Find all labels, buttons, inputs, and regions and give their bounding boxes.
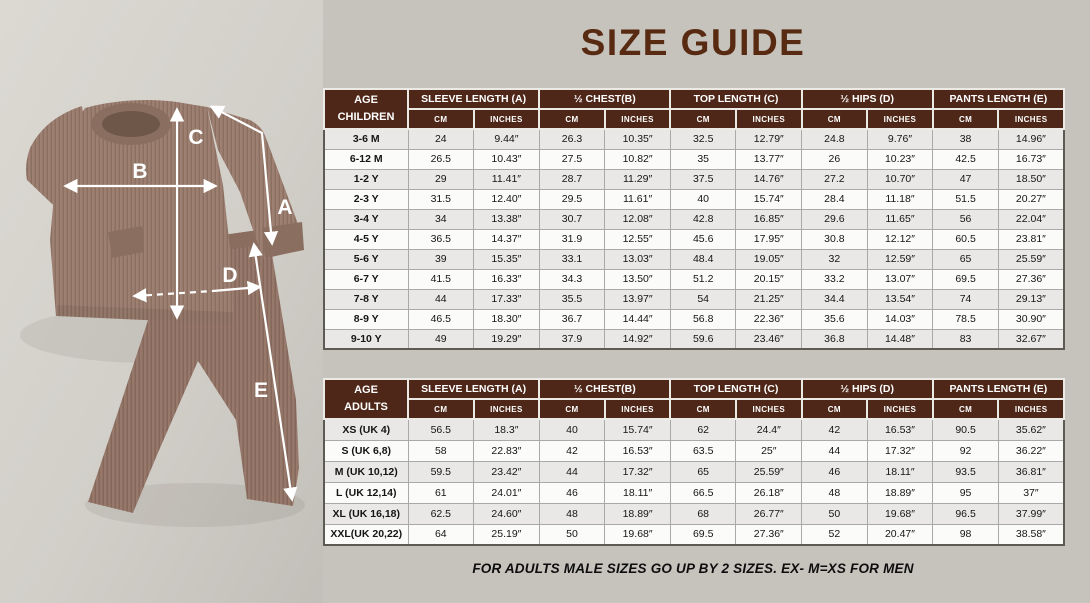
value-cell: 12.59″ [867,249,933,269]
unit-header: INCHES [605,399,671,419]
age-cell: XL (UK 16,18) [324,503,408,524]
size-row [324,149,1064,169]
measure-label-a: A [277,196,293,219]
value-cell: 37″ [998,482,1064,503]
size-row [324,309,1064,329]
value-cell: 22.04″ [998,209,1064,229]
value-cell: 26.3 [539,129,605,149]
value-cell: 10.23″ [867,149,933,169]
value-cell: 63.5 [670,440,736,461]
unit-header: CM [933,399,999,419]
value-cell: 27.36″ [736,524,802,545]
value-cell: 35 [670,149,736,169]
value-cell: 15.74″ [605,419,671,440]
value-cell: 28.7 [539,169,605,189]
value-cell: 41.5 [408,269,474,289]
value-cell: 36.7 [539,309,605,329]
value-cell: 30.7 [539,209,605,229]
value-cell: 11.29″ [605,169,671,189]
neck-opening [102,111,160,137]
unit-header: INCHES [474,399,540,419]
age-cell: XXL(UK 20,22) [324,524,408,545]
value-cell: 17.32″ [605,461,671,482]
value-cell: 37.99″ [998,503,1064,524]
value-cell: 16.53″ [605,440,671,461]
measure-group-header: PANTS LENGTH (E) [933,89,1064,109]
age-cell: 9-10 Y [324,329,408,349]
value-cell: 18.3″ [474,419,540,440]
value-cell: 35.6 [802,309,868,329]
measure-group-header: ½ HIPS (D) [802,89,933,109]
value-cell: 23.46″ [736,329,802,349]
value-cell: 58 [408,440,474,461]
value-cell: 25″ [736,440,802,461]
value-cell: 17.32″ [867,440,933,461]
value-cell: 20.15″ [736,269,802,289]
value-cell: 12.40″ [474,189,540,209]
value-cell: 44 [802,440,868,461]
value-cell: 10.35″ [605,129,671,149]
unit-header: INCHES [867,399,933,419]
value-cell: 54 [670,289,736,309]
value-cell: 42 [802,419,868,440]
value-cell: 14.44″ [605,309,671,329]
value-cell: 13.07″ [867,269,933,289]
value-cell: 28.4 [802,189,868,209]
value-cell: 31.5 [408,189,474,209]
unit-header: CM [933,109,999,129]
value-cell: 26 [802,149,868,169]
age-cell: 1-2 Y [324,169,408,189]
value-cell: 50 [539,524,605,545]
value-cell: 24.8 [802,129,868,149]
value-cell: 59.6 [670,329,736,349]
unit-header: CM [408,399,474,419]
value-cell: 46 [539,482,605,503]
value-cell: 11.65″ [867,209,933,229]
value-cell: 17.95″ [736,229,802,249]
value-cell: 18.50″ [998,169,1064,189]
size-row [324,169,1064,189]
value-cell: 9.76″ [867,129,933,149]
value-cell: 26.5 [408,149,474,169]
unit-header: CM [802,399,868,419]
size-row [324,209,1064,229]
size-row [324,129,1064,149]
size-row [324,461,1064,482]
value-cell: 34.3 [539,269,605,289]
value-cell: 25.19″ [474,524,540,545]
value-cell: 13.77″ [736,149,802,169]
value-cell: 48.4 [670,249,736,269]
unit-header: CM [408,109,474,129]
value-cell: 35.5 [539,289,605,309]
value-cell: 19.05″ [736,249,802,269]
value-cell: 11.18″ [867,189,933,209]
size-row [324,524,1064,545]
value-cell: 21.25″ [736,289,802,309]
value-cell: 36.8 [802,329,868,349]
value-cell: 22.83″ [474,440,540,461]
value-cell: 17.33″ [474,289,540,309]
value-cell: 25.59″ [998,249,1064,269]
value-cell: 52 [802,524,868,545]
footnote: FOR ADULTS MALE SIZES GO UP BY 2 SIZES. EX- M=XS FOR MEN [472,561,914,576]
size-row [324,482,1064,503]
value-cell: 16.33″ [474,269,540,289]
value-cell: 48 [802,482,868,503]
value-cell: 38.58″ [998,524,1064,545]
size-row [324,289,1064,309]
value-cell: 14.03″ [867,309,933,329]
size-row [324,503,1064,524]
measure-group-header: PANTS LENGTH (E) [933,379,1064,399]
value-cell: 90.5 [933,419,999,440]
product-photo [0,0,323,603]
value-cell: 42 [539,440,605,461]
age-cell: 3-4 Y [324,209,408,229]
value-cell: 36.81″ [998,461,1064,482]
value-cell: 38 [933,129,999,149]
value-cell: 45.6 [670,229,736,249]
value-cell: 10.82″ [605,149,671,169]
value-cell: 44 [539,461,605,482]
value-cell: 13.03″ [605,249,671,269]
unit-header: INCHES [605,109,671,129]
children-size-table [323,88,1065,350]
value-cell: 16.85″ [736,209,802,229]
value-cell: 12.79″ [736,129,802,149]
value-cell: 47 [933,169,999,189]
value-cell: 14.92″ [605,329,671,349]
value-cell: 12.08″ [605,209,671,229]
value-cell: 24 [408,129,474,149]
value-cell: 37.5 [670,169,736,189]
value-cell: 19.68″ [605,524,671,545]
value-cell: 83 [933,329,999,349]
value-cell: 39 [408,249,474,269]
age-cell: M (UK 10,12) [324,461,408,482]
value-cell: 33.2 [802,269,868,289]
value-cell: 60.5 [933,229,999,249]
age-header-line: ADULTS [344,401,388,413]
page-title: SIZE GUIDE [580,22,806,63]
value-cell: 12.55″ [605,229,671,249]
value-cell: 66.5 [670,482,736,503]
value-cell: 65 [933,249,999,269]
value-cell: 23.81″ [998,229,1064,249]
age-cell: 2-3 Y [324,189,408,209]
measure-group-header: TOP LENGTH (C) [670,379,801,399]
unit-header: CM [670,109,736,129]
value-cell: 26.77″ [736,503,802,524]
value-cell: 24.4″ [736,419,802,440]
value-cell: 34 [408,209,474,229]
value-cell: 68 [670,503,736,524]
value-cell: 56.8 [670,309,736,329]
value-cell: 98 [933,524,999,545]
value-cell: 74 [933,289,999,309]
value-cell: 13.97″ [605,289,671,309]
value-cell: 27.2 [802,169,868,189]
value-cell: 46 [802,461,868,482]
value-cell: 96.5 [933,503,999,524]
age-cell: S (UK 6,8) [324,440,408,461]
value-cell: 48 [539,503,605,524]
value-cell: 34.4 [802,289,868,309]
size-row [324,440,1064,461]
value-cell: 20.27″ [998,189,1064,209]
value-cell: 64 [408,524,474,545]
value-cell: 69.5 [670,524,736,545]
value-cell: 14.76″ [736,169,802,189]
value-cell: 10.43″ [474,149,540,169]
unit-header: CM [539,109,605,129]
value-cell: 13.50″ [605,269,671,289]
value-cell: 22.36″ [736,309,802,329]
age-column-header [324,379,408,419]
value-cell: 32.5 [670,129,736,149]
unit-header: CM [670,399,736,419]
measure-group-header: ½ HIPS (D) [802,379,933,399]
unit-header: INCHES [867,109,933,129]
size-row [324,329,1064,349]
size-row [324,269,1064,289]
value-cell: 30.90″ [998,309,1064,329]
value-cell: 14.48″ [867,329,933,349]
value-cell: 11.41″ [474,169,540,189]
value-cell: 15.35″ [474,249,540,269]
value-cell: 18.89″ [605,503,671,524]
measure-label-b: B [132,160,148,183]
age-cell: XS (UK 4) [324,419,408,440]
value-cell: 62 [670,419,736,440]
value-cell: 27.5 [539,149,605,169]
age-cell: 4-5 Y [324,229,408,249]
value-cell: 56 [933,209,999,229]
value-cell: 92 [933,440,999,461]
value-cell: 29.13″ [998,289,1064,309]
value-cell: 20.47″ [867,524,933,545]
age-cell: 3-6 M [324,129,408,149]
value-cell: 35.62″ [998,419,1064,440]
value-cell: 40 [670,189,736,209]
measure-group-header: ½ CHEST(B) [539,89,670,109]
value-cell: 46.5 [408,309,474,329]
value-cell: 93.5 [933,461,999,482]
value-cell: 9.44″ [474,129,540,149]
value-cell: 69.5 [933,269,999,289]
value-cell: 26.18″ [736,482,802,503]
age-cell: 7-8 Y [324,289,408,309]
adults-size-table [323,378,1065,546]
unit-header: INCHES [736,399,802,419]
measure-label-d: D [222,264,238,287]
value-cell: 62.5 [408,503,474,524]
unit-header: CM [539,399,605,419]
value-cell: 19.29″ [474,329,540,349]
value-cell: 18.89″ [867,482,933,503]
size-row [324,419,1064,440]
value-cell: 13.38″ [474,209,540,229]
value-cell: 12.12″ [867,229,933,249]
measure-group-header: SLEEVE LENGTH (A) [408,379,539,399]
value-cell: 56.5 [408,419,474,440]
value-cell: 23.42″ [474,461,540,482]
value-cell: 27.36″ [998,269,1064,289]
value-cell: 37.9 [539,329,605,349]
age-cell: 5-6 Y [324,249,408,269]
value-cell: 32.67″ [998,329,1064,349]
size-row [324,249,1064,269]
value-cell: 18.30″ [474,309,540,329]
measure-group-header: TOP LENGTH (C) [670,89,801,109]
age-cell: L (UK 12,14) [324,482,408,503]
value-cell: 50 [802,503,868,524]
value-cell: 18.11″ [867,461,933,482]
unit-header: INCHES [998,109,1064,129]
age-cell: 6-12 M [324,149,408,169]
value-cell: 13.54″ [867,289,933,309]
unit-header: INCHES [736,109,802,129]
value-cell: 65 [670,461,736,482]
age-header-line: AGE [354,383,378,396]
value-cell: 16.53″ [867,419,933,440]
value-cell: 42.8 [670,209,736,229]
value-cell: 51.2 [670,269,736,289]
value-cell: 44 [408,289,474,309]
value-cell: 31.9 [539,229,605,249]
value-cell: 61 [408,482,474,503]
value-cell: 51.5 [933,189,999,209]
value-cell: 14.37″ [474,229,540,249]
value-cell: 78.5 [933,309,999,329]
value-cell: 24.01″ [474,482,540,503]
unit-header: CM [802,109,868,129]
value-cell: 49 [408,329,474,349]
value-cell: 14.96″ [998,129,1064,149]
measure-label-e: E [253,379,269,402]
size-row [324,229,1064,249]
value-cell: 18.11″ [605,482,671,503]
measure-group-header: SLEEVE LENGTH (A) [408,89,539,109]
value-cell: 36.22″ [998,440,1064,461]
measure-label-c: C [188,126,204,149]
age-header-line: CHILDREN [337,111,395,123]
value-cell: 29 [408,169,474,189]
unit-header: INCHES [474,109,540,129]
value-cell: 32 [802,249,868,269]
value-cell: 33.1 [539,249,605,269]
value-cell: 59.5 [408,461,474,482]
unit-header: INCHES [998,399,1064,419]
value-cell: 24.60″ [474,503,540,524]
age-column-header [324,89,408,129]
measure-group-header: ½ CHEST(B) [539,379,670,399]
value-cell: 36.5 [408,229,474,249]
value-cell: 19.68″ [867,503,933,524]
value-cell: 11.61″ [605,189,671,209]
value-cell: 95 [933,482,999,503]
value-cell: 10.70″ [867,169,933,189]
size-row [324,189,1064,209]
value-cell: 42.5 [933,149,999,169]
value-cell: 30.8 [802,229,868,249]
value-cell: 25.59″ [736,461,802,482]
value-cell: 29.5 [539,189,605,209]
age-header-line: AGE [354,93,378,106]
value-cell: 40 [539,419,605,440]
value-cell: 29.6 [802,209,868,229]
value-cell: 16.73″ [998,149,1064,169]
age-cell: 8-9 Y [324,309,408,329]
value-cell: 15.74″ [736,189,802,209]
age-cell: 6-7 Y [324,269,408,289]
